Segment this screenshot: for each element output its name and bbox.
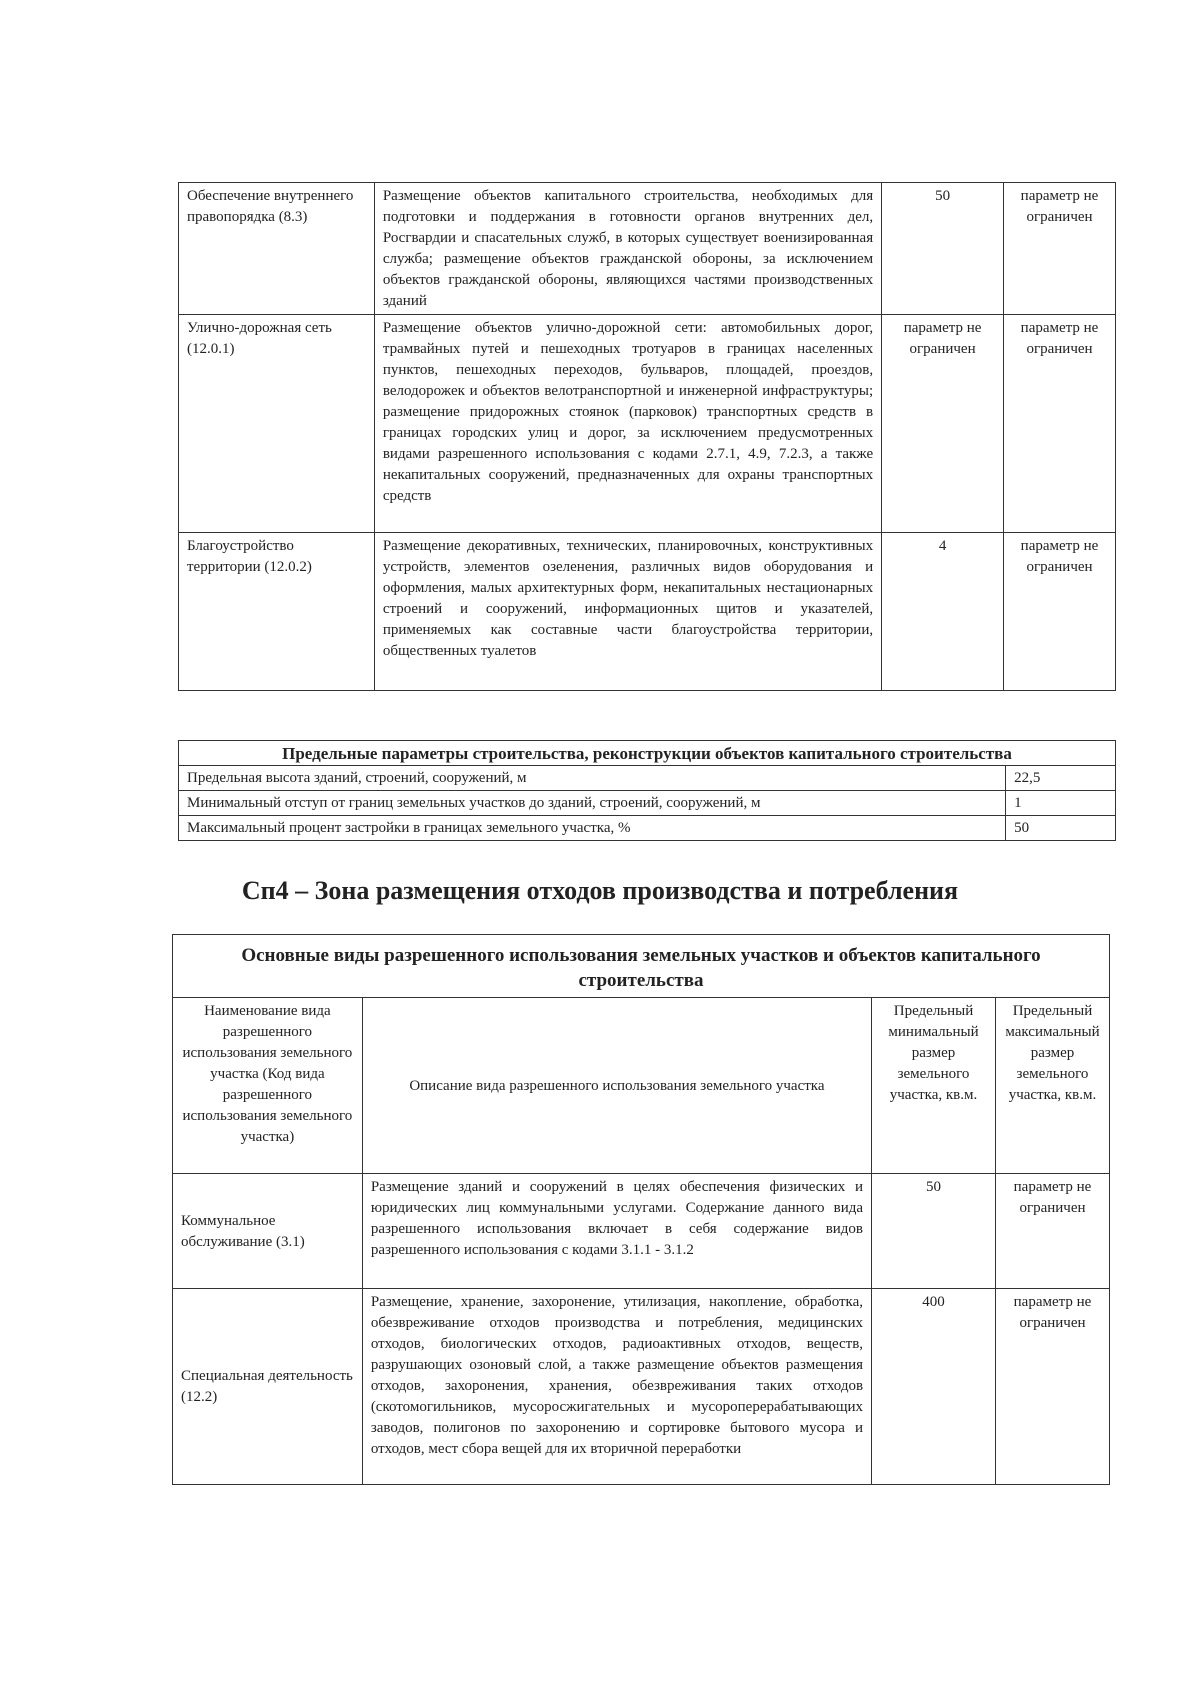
land-use-name: Улично-дорожная сеть (12.0.1) bbox=[179, 315, 375, 533]
header-description: Описание вида разрешенного использования земельного участка bbox=[362, 998, 871, 1174]
table-row bbox=[179, 816, 1116, 841]
land-use-description: Размещение объектов капитального строительства, необходимых для подготовки и поддержания в готовности органов внутренних дел, Росгвардии и спасательных служб, в которых существует военизированная служба; размещение объектов гражданской обороны, за исключением объектов гражданской обороны, являющихся частями производственных зданий bbox=[374, 183, 881, 315]
max-area-value: параметр не ограничен bbox=[1004, 183, 1116, 315]
land-use-name: Обеспечение внутреннего правопорядка (8.3) bbox=[179, 183, 375, 315]
main-land-use-caption: Основные виды разрешенного использования земельных участков и объектов капитального строительства bbox=[173, 935, 1110, 998]
parameter-value: 22,5 bbox=[1006, 766, 1116, 791]
parameter-value: 50 bbox=[1006, 816, 1116, 841]
construction-parameters-table bbox=[178, 740, 1116, 841]
land-use-name: Благоустройство территории (12.0.2) bbox=[179, 533, 375, 691]
land-use-description: Размещение объектов улично-дорожной сети: автомобильных дорог, трамвайных путей и пешеходных тротуаров в границах населенных пунктов, пешеходных переходов, бульваров, площадей, проездов, велодорожек и объектов велотранспортной и инженерной инфраструктуры; размещение придорожных стоянок (парковок) транспортных средств в границах городских улиц и дорог, за исключением предусмотренных видами разрешенного использования с кодами 2.7.1, 4.9, 7.2.3, а также некапитальных сооружений, предназначенных для охраны транспортных средств bbox=[374, 315, 881, 533]
header-max-area: Предельный максимальный размер земельного участка, кв.м. bbox=[995, 998, 1109, 1174]
main-land-use-table bbox=[172, 934, 1110, 1485]
min-area-value: 4 bbox=[882, 533, 1004, 691]
min-area-value: 400 bbox=[872, 1289, 996, 1485]
parameter-label: Минимальный отступ от границ земельных участков до зданий, строений, сооружений, м bbox=[179, 791, 1006, 816]
table-row bbox=[173, 1174, 1110, 1289]
land-use-name: Специальная деятельность (12.2) bbox=[173, 1289, 363, 1485]
max-area-value: параметр не ограничен bbox=[1004, 533, 1116, 691]
table-caption-row bbox=[173, 935, 1110, 998]
land-use-description: Размещение зданий и сооружений в целях обеспечения физических и юридических лиц коммунальными услугами. Содержание данного вида разрешенного использования включает в себя содержание видов разрешенного использования с кодами 3.1.1 - 3.1.2 bbox=[362, 1174, 871, 1289]
table-row bbox=[179, 533, 1116, 691]
table-row bbox=[179, 766, 1116, 791]
land-use-continuation-table bbox=[178, 182, 1116, 691]
table-header-row bbox=[173, 998, 1110, 1174]
max-area-value: параметр не ограничен bbox=[995, 1174, 1109, 1289]
header-min-area: Предельный минимальный размер земельного участка, кв.м. bbox=[872, 998, 996, 1174]
min-area-value: 50 bbox=[882, 183, 1004, 315]
table-row bbox=[179, 791, 1116, 816]
parameter-label: Предельная высота зданий, строений, сооружений, м bbox=[179, 766, 1006, 791]
max-area-value: параметр не ограничен bbox=[1004, 315, 1116, 533]
table-row bbox=[179, 315, 1116, 533]
table-row bbox=[179, 183, 1116, 315]
parameter-label: Максимальный процент застройки в границах земельного участка, % bbox=[179, 816, 1006, 841]
parameters-caption: Предельные параметры строительства, реконструкции объектов капитального строительства bbox=[179, 741, 1116, 766]
min-area-value: 50 bbox=[872, 1174, 996, 1289]
parameter-value: 1 bbox=[1006, 791, 1116, 816]
land-use-description: Размещение декоративных, технических, планировочных, конструктивных устройств, элементов озеленения, различных видов оборудования и оформления, малых архитектурных форм, некапитальных нестационарных строений и сооружений, информационных щитов и указателей, применяемых как составные части благоустройства территории, общественных туалетов bbox=[374, 533, 881, 691]
max-area-value: параметр не ограничен bbox=[995, 1289, 1109, 1485]
land-use-name: Коммунальное обслуживание (3.1) bbox=[173, 1174, 363, 1289]
land-use-description: Размещение, хранение, захоронение, утилизация, накопление, обработка, обезвреживание отходов производства и потребления, медицинских отходов, биологических отходов, радиоактивных отходов, веществ, разрушающих озоновый слой, а также размещение объектов размещения отходов, захоронения, хранения, обезвреживания таких отходов (скотомогильников, мусоросжигательных и мусороперерабатывающих заводов, полигонов по захоронению и сортировке бытового мусора и отходов, мест сбора вещей для их вторичной переработки bbox=[362, 1289, 871, 1485]
min-area-value: параметр не ограничен bbox=[882, 315, 1004, 533]
table-caption-row bbox=[179, 741, 1116, 766]
zone-title: Сп4 – Зона размещения отходов производства и потребления bbox=[241, 876, 959, 905]
header-name: Наименование вида разрешенного использования земельного участка (Код вида разрешенного использования земельного участка) bbox=[173, 998, 363, 1174]
table-row bbox=[173, 1289, 1110, 1485]
